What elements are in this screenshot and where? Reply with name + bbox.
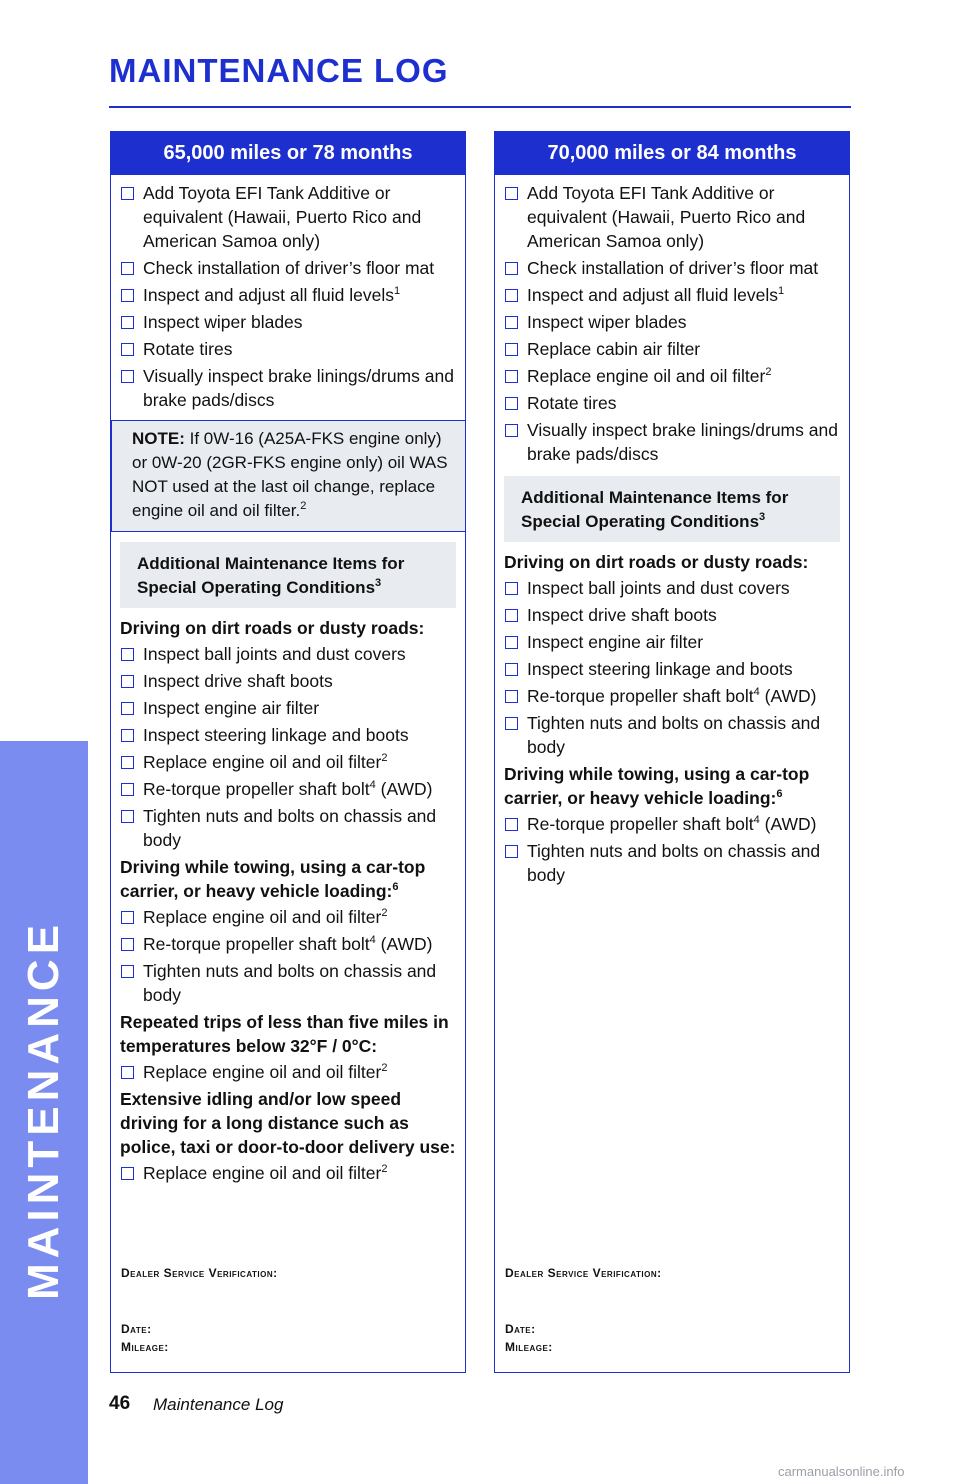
- log-column-65000: [110, 131, 466, 1373]
- checklist-item: [120, 777, 457, 801]
- item-label: Visually inspect brake linings/drums and brake pads/discs: [527, 420, 838, 464]
- checklist-item-text: [143, 905, 457, 929]
- dealer-verification-label: Dealer Service Verification:: [121, 1266, 278, 1280]
- checklist-item-text: [143, 310, 457, 334]
- checkbox-square[interactable]: [505, 845, 518, 858]
- checkbox-square[interactable]: [505, 690, 518, 703]
- item-footnote: 2: [765, 366, 772, 378]
- checkbox-square[interactable]: [505, 316, 518, 329]
- item-label: Inspect ball joints and dust covers: [527, 578, 790, 598]
- checklist-item: [120, 723, 457, 747]
- checkbox-square[interactable]: [505, 370, 518, 383]
- checklist-item-text: [143, 777, 457, 801]
- item-label: Add Toyota EFI Tank Additive or equivalent (Hawaii, Puerto Rico and American Samoa only): [527, 183, 806, 251]
- item-label: Inspect wiper blades: [527, 312, 687, 332]
- item-label: Tighten nuts and bolts on chassis and body: [143, 806, 437, 850]
- column-header: 65,000 miles or 78 months: [111, 132, 465, 175]
- item-label: Inspect steering linkage and boots: [527, 659, 793, 679]
- item-suffix: (AWD): [759, 814, 817, 834]
- item-footnote: 4: [369, 779, 376, 791]
- checkbox-square[interactable]: [505, 424, 518, 437]
- checklist-item: [504, 364, 841, 388]
- item-label: Tighten nuts and bolts on chassis and body: [143, 961, 437, 1005]
- watermark: carmanualsonline.info: [778, 1464, 905, 1479]
- dirt-road-items: [504, 576, 841, 759]
- checklist-item: [504, 576, 841, 600]
- item-footnote: 4: [753, 814, 760, 826]
- checklist-item-text: [143, 642, 457, 666]
- item-label: Rotate tires: [143, 339, 233, 359]
- checkbox-square[interactable]: [121, 938, 134, 951]
- checklist-item-text: [143, 256, 457, 280]
- item-label: Inspect wiper blades: [143, 312, 303, 332]
- checklist-item-text: [527, 657, 841, 681]
- item-footnote: 4: [369, 934, 376, 946]
- item-label: Replace engine oil and oil filter: [143, 752, 382, 772]
- checkbox-square[interactable]: [505, 818, 518, 831]
- title-divider: [109, 106, 851, 108]
- towing-heading-text: Driving while towing, using a car-top carrier, or heavy vehicle loading:: [504, 764, 810, 808]
- checklist-item: [504, 684, 841, 708]
- column-header: 70,000 miles or 84 months: [495, 132, 849, 175]
- idling-items: [120, 1161, 457, 1185]
- note-footnote: 2: [300, 500, 307, 512]
- item-label: Replace engine oil and oil filter: [527, 366, 766, 386]
- item-footnote: 1: [393, 285, 401, 297]
- item-suffix: (AWD): [759, 686, 817, 706]
- additional-items-title: [504, 476, 840, 542]
- item-suffix: (AWD): [375, 934, 433, 954]
- item-label: Add Toyota EFI Tank Additive or equivalent (Hawaii, Puerto Rico and American Samoa only): [143, 183, 422, 251]
- item-label: Check installation of driver’s floor mat: [143, 258, 435, 278]
- checkbox-square[interactable]: [121, 316, 134, 329]
- date-label: Date:: [121, 1322, 152, 1336]
- checklist-item-text: [143, 283, 457, 307]
- checklist-item-text: [527, 839, 841, 887]
- checklist-item-text: [143, 337, 457, 361]
- checkbox-square[interactable]: [121, 756, 134, 769]
- item-footnote: 2: [381, 752, 388, 764]
- towing-heading: [504, 762, 841, 810]
- item-label: Re-torque propeller shaft bolt: [143, 934, 370, 954]
- checklist-item-text: [143, 723, 457, 747]
- checkbox-square[interactable]: [505, 397, 518, 410]
- additional-title-text: Additional Maintenance Items for Special Operating Conditions: [137, 554, 405, 597]
- checklist-item: [120, 669, 457, 693]
- short-trips-heading: Repeated trips of less than five miles in temperatures below 32°F / 0°C:: [120, 1012, 449, 1056]
- additional-footnote: 3: [759, 511, 766, 523]
- dirt-roads-heading: Driving on dirt roads or dusty roads:: [504, 552, 809, 572]
- item-label: Inspect and adjust all fluid levels: [527, 285, 778, 305]
- mileage-label: Mileage:: [505, 1340, 553, 1354]
- dirt-road-items: [120, 642, 457, 852]
- checklist-item-text: [527, 630, 841, 654]
- checklist-item: [504, 812, 841, 836]
- item-label: Inspect drive shaft boots: [143, 671, 333, 691]
- short-trips-items: [120, 1060, 457, 1084]
- item-label: Replace cabin air filter: [527, 339, 701, 359]
- checkbox-square[interactable]: [121, 1066, 134, 1079]
- checklist-item-text: [527, 337, 841, 361]
- checklist-item: [504, 337, 841, 361]
- checklist-item: [504, 418, 841, 466]
- checklist-item: [120, 256, 457, 280]
- checklist-item: [504, 657, 841, 681]
- oil-note: [111, 420, 466, 532]
- checkbox-square[interactable]: [505, 636, 518, 649]
- checkbox-square[interactable]: [121, 810, 134, 823]
- checkbox-square[interactable]: [121, 702, 134, 715]
- item-label: Tighten nuts and bolts on chassis and body: [527, 841, 821, 885]
- mileage-label: Mileage:: [121, 1340, 169, 1354]
- checklist-item-text: [527, 256, 841, 280]
- towing-footnote: 6: [776, 788, 783, 800]
- checklist-item-text: [143, 1161, 457, 1185]
- checklist-item-text: [143, 959, 457, 1007]
- item-label: Tighten nuts and bolts on chassis and body: [527, 713, 821, 757]
- checkbox-square[interactable]: [121, 187, 134, 200]
- checklist-item: [120, 364, 457, 412]
- idling-heading: Extensive idling and/or low speed driving for a long distance such as police, taxi or door-to-door delivery use:: [120, 1089, 456, 1157]
- item-label: Check installation of driver’s floor mat: [527, 258, 819, 278]
- checklist-item-text: [527, 418, 841, 466]
- towing-footnote: 6: [392, 881, 399, 893]
- checklist-item-text: [143, 364, 457, 412]
- dirt-roads-heading: Driving on dirt roads or dusty roads:: [120, 618, 425, 638]
- item-label: Inspect engine air filter: [527, 632, 704, 652]
- checkbox-square[interactable]: [121, 289, 134, 302]
- checklist-item-text: [143, 696, 457, 720]
- item-label: Inspect ball joints and dust covers: [143, 644, 406, 664]
- checklist-item-text: [527, 181, 841, 253]
- item-label: Rotate tires: [527, 393, 617, 413]
- item-footnote: 2: [381, 907, 388, 919]
- checkbox-square[interactable]: [121, 675, 134, 688]
- checklist-item-text: [527, 283, 841, 307]
- checklist-item: [120, 642, 457, 666]
- checklist-item-text: [143, 750, 457, 774]
- checklist-item: [504, 181, 841, 253]
- item-footnote: 2: [381, 1062, 388, 1074]
- footer-section-name: Maintenance Log: [153, 1395, 284, 1414]
- checklist-item: [504, 839, 841, 887]
- towing-items: [120, 905, 457, 1007]
- item-label: Replace engine oil and oil filter: [143, 1163, 382, 1183]
- item-label: Re-torque propeller shaft bolt: [527, 814, 754, 834]
- checkbox-square[interactable]: [121, 262, 134, 275]
- checkbox-square[interactable]: [121, 1167, 134, 1180]
- item-label: Inspect drive shaft boots: [527, 605, 717, 625]
- checklist-item: [504, 603, 841, 627]
- checklist-item: [504, 630, 841, 654]
- service-items: [504, 181, 841, 466]
- checklist-item: [120, 696, 457, 720]
- checkbox-square[interactable]: [505, 343, 518, 356]
- checklist-item: [120, 337, 457, 361]
- checklist-item-text: [143, 181, 457, 253]
- checkbox-square[interactable]: [121, 343, 134, 356]
- item-label: Re-torque propeller shaft bolt: [527, 686, 754, 706]
- checkbox-square[interactable]: [505, 609, 518, 622]
- checklist-item: [504, 310, 841, 334]
- side-section-label: MAINTENANCE: [19, 919, 68, 1301]
- towing-heading-text: Driving while towing, using a car-top carrier, or heavy vehicle loading:: [120, 857, 426, 901]
- checklist-item-text: [143, 932, 457, 956]
- checklist-item-text: [527, 603, 841, 627]
- checklist-item-text: [527, 711, 841, 759]
- item-label: Replace engine oil and oil filter: [143, 1062, 382, 1082]
- checklist-item: [120, 181, 457, 253]
- checklist-item: [120, 283, 457, 307]
- item-label: Re-torque propeller shaft bolt: [143, 779, 370, 799]
- checklist-item-text: [143, 804, 457, 852]
- additional-title-text: Additional Maintenance Items for Special Operating Conditions: [521, 488, 789, 531]
- checklist-item-text: [527, 391, 841, 415]
- item-label: Visually inspect brake linings/drums and brake pads/discs: [143, 366, 454, 410]
- checklist-item: [120, 959, 457, 1007]
- towing-heading: [120, 855, 457, 903]
- additional-items-title: [120, 542, 456, 608]
- checkbox-square[interactable]: [505, 663, 518, 676]
- checkbox-square[interactable]: [121, 648, 134, 661]
- checkbox-square[interactable]: [505, 582, 518, 595]
- item-label: Inspect and adjust all fluid levels: [143, 285, 394, 305]
- checklist-item: [120, 1161, 457, 1185]
- checklist-item: [120, 750, 457, 774]
- towing-items: [504, 812, 841, 887]
- note-text: If 0W-16 (A25A-FKS engine only) or 0W-20 (2GR-FKS engine only) oil WAS NOT used at the last oil change, replace engine oil and oil filter.: [132, 429, 448, 520]
- checklist-item-text: [527, 576, 841, 600]
- item-label: Inspect steering linkage and boots: [143, 725, 409, 745]
- checkbox-square[interactable]: [505, 289, 518, 302]
- checklist-item-text: [527, 364, 841, 388]
- item-footnote: 1: [777, 285, 785, 297]
- checklist-item-text: [143, 669, 457, 693]
- item-suffix: (AWD): [375, 779, 433, 799]
- checkbox-square[interactable]: [121, 370, 134, 383]
- checklist-item-text: [527, 684, 841, 708]
- checklist-item: [120, 932, 457, 956]
- checklist-item: [504, 711, 841, 759]
- checklist-item-text: [527, 310, 841, 334]
- page-title: MAINTENANCE LOG: [109, 52, 449, 89]
- date-label: Date:: [505, 1322, 536, 1336]
- note-label: NOTE:: [132, 429, 185, 448]
- checklist-item: [120, 310, 457, 334]
- checklist-item: [120, 905, 457, 929]
- item-label: Inspect engine air filter: [143, 698, 320, 718]
- item-footnote: 2: [381, 1163, 388, 1175]
- checkbox-square[interactable]: [121, 729, 134, 742]
- dealer-verification-label: Dealer Service Verification:: [505, 1266, 662, 1280]
- service-items: [120, 181, 457, 412]
- checklist-item-text: [527, 812, 841, 836]
- additional-footnote: 3: [375, 577, 382, 589]
- checklist-item-text: [143, 1060, 457, 1084]
- checklist-item: [504, 256, 841, 280]
- item-footnote: 4: [753, 686, 760, 698]
- checkbox-square[interactable]: [505, 262, 518, 275]
- checkbox-square[interactable]: [121, 965, 134, 978]
- checkbox-square[interactable]: [505, 717, 518, 730]
- checkbox-square[interactable]: [121, 783, 134, 796]
- checkbox-square[interactable]: [505, 187, 518, 200]
- checkbox-square[interactable]: [121, 911, 134, 924]
- page-number: 46: [109, 1393, 131, 1414]
- checklist-item: [504, 391, 841, 415]
- checklist-item: [504, 283, 841, 307]
- log-column-70000: [494, 131, 850, 1373]
- checklist-item: [120, 804, 457, 852]
- checklist-item: [120, 1060, 457, 1084]
- item-label: Replace engine oil and oil filter: [143, 907, 382, 927]
